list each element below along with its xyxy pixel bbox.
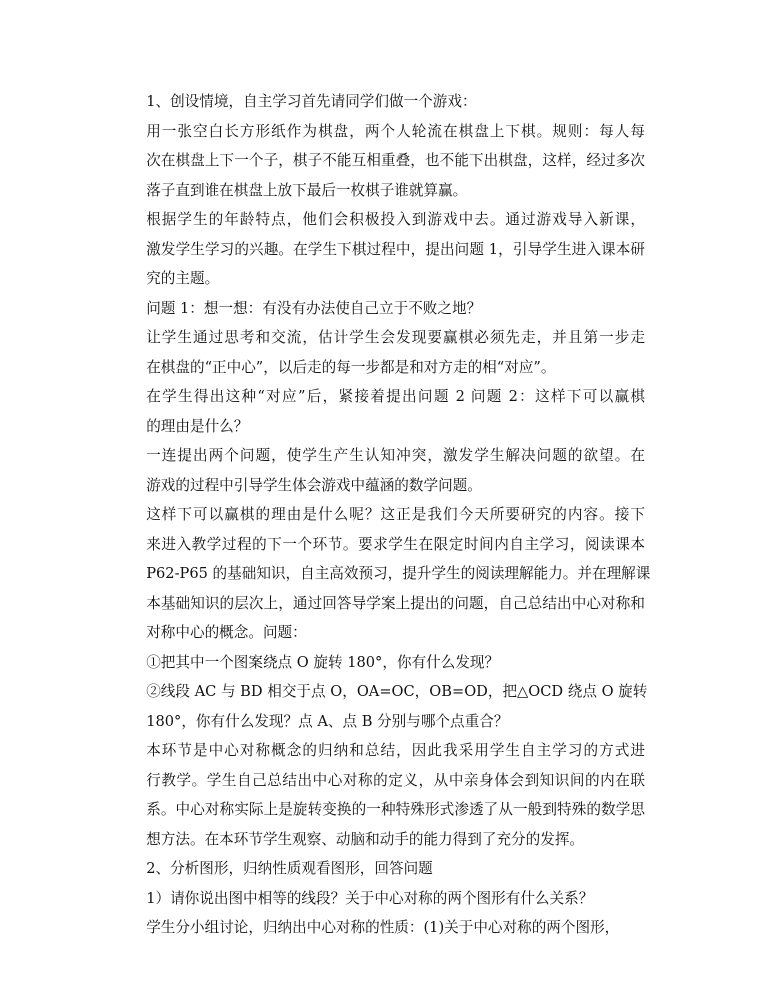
paragraph bbox=[117, 913, 645, 943]
text-line: 来进入教学过程的下一个环节。要求学生在限定时间内自主学习，阅读课本 bbox=[146, 535, 645, 553]
paragraph bbox=[117, 87, 645, 117]
text-line: 学生分小组讨论，归纳出中心对称的性质：(1)关于中心对称的两个图形， bbox=[146, 919, 620, 936]
text-line: 根据学生的年龄特点，他们会积极投入到游戏中去。通过游戏导入新课， bbox=[146, 211, 645, 228]
text-line: 落子直到谁在棋盘上放下最后一枚棋子谁就算赢。 bbox=[146, 181, 468, 199]
text-line: 激发学生学习的兴趣。在学生下棋过程中，提出问题 1，引导学生进入课本研 bbox=[146, 240, 645, 258]
text-line: 让学生通过思考和交流，估计学生会发现要赢棋必须先走，并且第一步走 bbox=[146, 329, 645, 346]
paragraph bbox=[117, 884, 645, 914]
document-body bbox=[117, 87, 651, 943]
text-line: 游戏的过程中引导学生体会游戏中蕴涵的数学问题。 bbox=[146, 476, 482, 494]
text-line: 究的主题。 bbox=[146, 270, 220, 287]
text-line: 想方法。在本环节学生观察、动脑和动手的能力得到了充分的发挥。 bbox=[146, 830, 585, 848]
text-line: 行教学。学生自己总结出中心对称的定义，从中亲身体会到知识间的内在联 bbox=[146, 771, 645, 789]
paragraph bbox=[117, 648, 645, 678]
paragraph bbox=[117, 500, 651, 648]
text-line: 180°，你有什么发现？点 A、点 B 分别与哪个点重合？ bbox=[146, 712, 509, 730]
paragraph bbox=[117, 854, 645, 884]
text-line: 在学生得出这种“对应”后，紧接着提出问题 2 问题 2：这样下可以赢棋 bbox=[146, 388, 645, 405]
text-line: 1）请你说出图中相等的线段？关于中心对称的两个图形有什么关系？ bbox=[146, 889, 594, 907]
paragraph bbox=[117, 294, 645, 324]
text-line: ①把其中一个图案绕点 O 旋转 180°，你有什么发现？ bbox=[146, 653, 500, 671]
paragraph bbox=[117, 117, 645, 206]
text-line: 本环节是中心对称概念的归纳和总结，因此我采用学生自主学习的方式进 bbox=[146, 742, 645, 759]
paragraph bbox=[117, 205, 645, 294]
paragraph bbox=[117, 382, 645, 441]
text-line: 问题 1：想一想：有没有办法使自己立于不败之地？ bbox=[146, 299, 482, 317]
text-line: P62-P65 的基础知识，自主高效预习，提升学生的阅读理解能力。并在理解课 bbox=[146, 565, 651, 582]
text-line: 在棋盘的“正中心”，以后走的每一步都是和对方走的相“对应”。 bbox=[146, 358, 556, 376]
text-line: 这样下可以赢棋的理由是什么呢？这正是我们今天所要研究的内容。接下 bbox=[146, 506, 645, 523]
paragraph bbox=[117, 677, 648, 736]
text-line: 本基础知识的层次上，通过回答导学案上提出的问题，自己总结出中心对称和 bbox=[146, 594, 645, 612]
paragraph bbox=[117, 441, 645, 500]
text-line: 的理由是什么？ bbox=[146, 417, 249, 435]
text-line: 对称中心的概念。问题： bbox=[146, 624, 307, 641]
paragraph bbox=[117, 323, 645, 382]
text-line: 1、创设情境，自主学习首先请同学们做一个游戏： bbox=[146, 93, 477, 110]
text-line: 一连提出两个问题，使学生产生认知冲突，激发学生解决问题的欲望。在 bbox=[146, 447, 645, 464]
text-line: 用一张空白长方形纸作为棋盘，两个人轮流在棋盘上下棋。规则：每人每 bbox=[146, 122, 645, 140]
text-line: ②线段 AC 与 BD 相交于点 O，OA=OC，OB=OD，把△OCD 绕点 O 旋转 bbox=[146, 683, 648, 700]
text-line: 系。中心对称实际上是旋转变换的一种特殊形式渗透了从一般到特殊的数学思 bbox=[146, 801, 645, 818]
text-line: 次在棋盘上下一个子，棋子不能互相重叠，也不能下出棋盘，这样，经过多次 bbox=[146, 152, 645, 169]
text-line: 2、分析图形，归纳性质观看图形，回答问题 bbox=[146, 860, 433, 877]
paragraph bbox=[117, 736, 645, 854]
